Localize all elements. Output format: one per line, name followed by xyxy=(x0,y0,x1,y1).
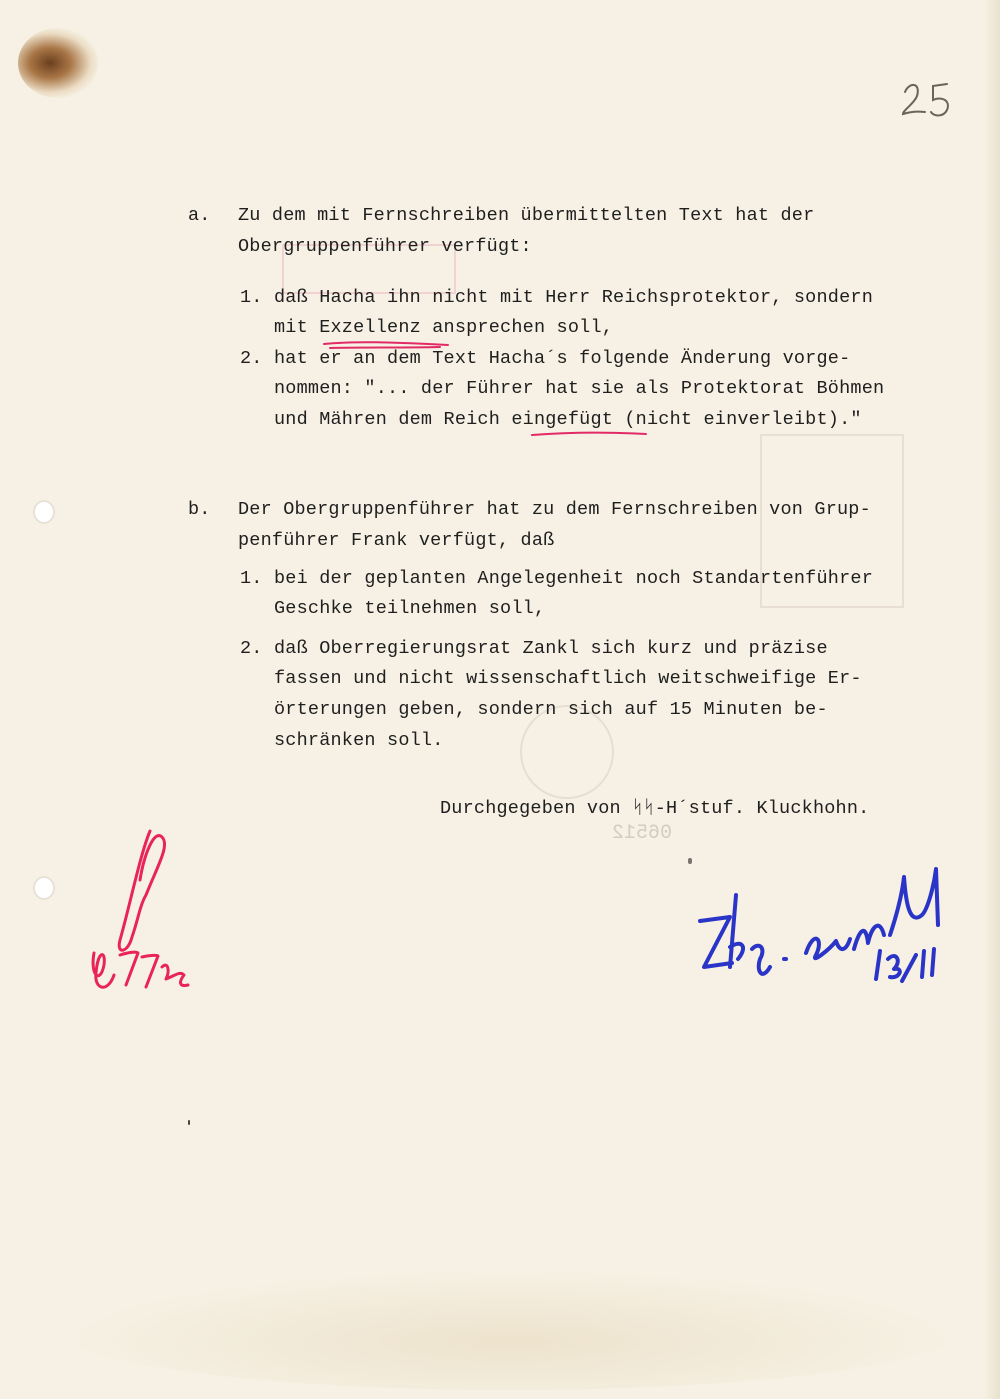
blue-handwritten-note xyxy=(690,855,960,985)
section-a-marker: a. xyxy=(188,205,211,226)
section-b-line-1: Der Obergruppenführer hat zu dem Fernschreiben von Grup- xyxy=(238,499,871,520)
section-a-item-2-line-2: nommen: "... der Führer hat sie als Protektorat Böhmen xyxy=(274,378,885,399)
section-b-item-2-line-2: fassen und nicht wissenschaftlich weitschweifige Er- xyxy=(274,668,862,689)
section-b-item-1-number: 1. xyxy=(240,568,263,589)
section-a-item-1-line-2: mit Exzellenz ansprechen soll, xyxy=(274,317,614,338)
punch-hole-bottom xyxy=(33,876,55,900)
section-b-item-2-number: 2. xyxy=(240,638,263,659)
section-b-line-2: penführer Frank verfügt, daß xyxy=(238,530,555,551)
punch-hole-top xyxy=(33,500,55,524)
page-number-handwritten xyxy=(895,70,965,130)
closing-line: Durchgegeben von ᛋᛋ-H´stuf. Kluckhohn. xyxy=(440,798,870,819)
section-a-item-2-line-3: und Mähren dem Reich eingefügt (nicht einverleibt)." xyxy=(274,409,862,430)
ghost-number: 06512 xyxy=(612,822,673,845)
section-a-line-1: Zu dem mit Fernschreiben übermittelten Text hat der xyxy=(238,205,815,226)
section-a-item-2-line-1: hat er an dem Text Hacha´s folgende Änderung vorge- xyxy=(274,348,851,369)
section-a-item-1-number: 1. xyxy=(240,287,263,308)
section-a-line-2: Obergruppenführer verfügt: xyxy=(238,236,532,257)
section-b-item-1-line-2: Geschke teilnehmen soll, xyxy=(274,598,546,619)
section-a-item-2-number: 2. xyxy=(240,348,263,369)
section-b-item-1-line-1: bei der geplanten Angelegenheit noch Standartenführer xyxy=(274,568,873,589)
red-underline-eingefuegt xyxy=(530,428,650,440)
section-b-marker: b. xyxy=(188,499,211,520)
red-underline-exzellenz xyxy=(322,338,452,352)
section-b-item-2-line-4: schränken soll. xyxy=(274,730,444,751)
section-b-item-2-line-3: örterungen geben, sondern sich auf 15 Minuten be- xyxy=(274,699,828,720)
red-handwritten-initials xyxy=(80,825,220,1000)
burn-mark xyxy=(18,28,98,98)
stray-dot xyxy=(688,858,692,864)
stray-dot xyxy=(188,1120,190,1125)
blue-handwritten-note-text xyxy=(700,990,701,991)
paper-edge-shadow xyxy=(984,0,1000,1399)
section-a-item-1-line-1: daß Hacha ihn nicht mit Herr Reichsprotektor, sondern xyxy=(274,287,873,308)
section-b-item-2-line-1: daß Oberregierungsrat Zankl sich kurz und präzise xyxy=(274,638,828,659)
water-stain xyxy=(60,1270,960,1390)
